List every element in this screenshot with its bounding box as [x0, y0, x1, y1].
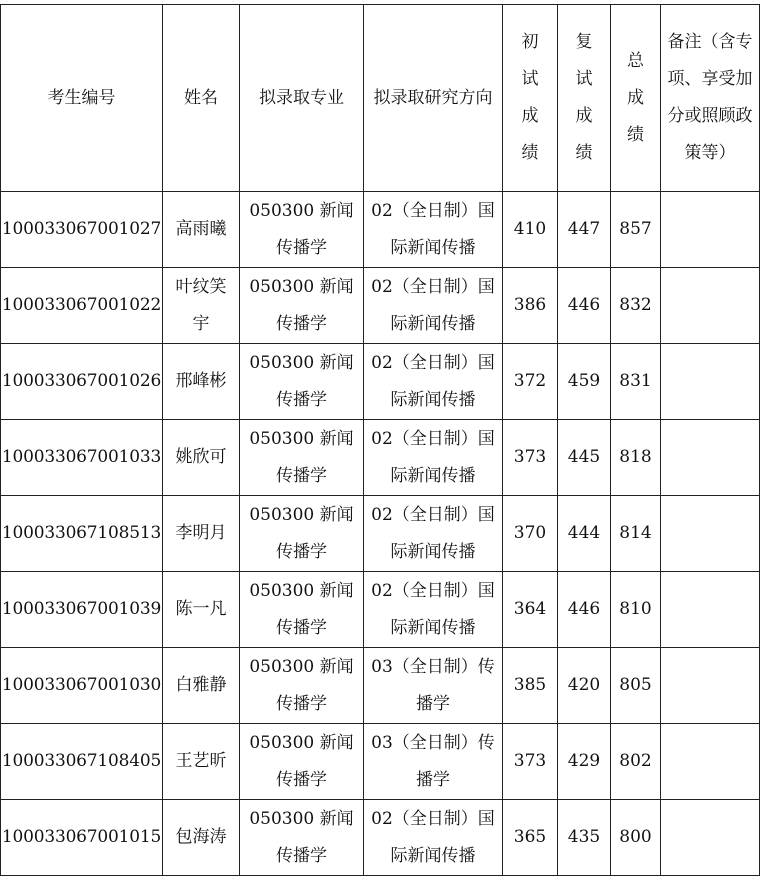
table-row — [1, 800, 760, 876]
header-name — [163, 5, 240, 192]
cell-exam-id-text: 100033067001022 — [1, 295, 162, 315]
cell-note — [661, 572, 760, 648]
cell-name-text: 高雨曦 — [175, 219, 227, 239]
table-body — [1, 192, 760, 876]
cell-exam-id-text: 100033067108405 — [1, 751, 162, 771]
cell-total-score-text: 805 — [619, 675, 652, 695]
cell-direction-text: 02（全日制）国际新闻传播 — [371, 200, 495, 258]
header-prelim-label: 初试成绩 — [521, 32, 539, 163]
cell-direction — [364, 192, 503, 268]
cell-major-text: 050300 新闻传播学 — [249, 200, 354, 258]
cell-exam-id — [1, 496, 163, 572]
cell-prelim-score-text: 372 — [513, 371, 547, 391]
cell-prelim-score-text: 386 — [513, 295, 547, 315]
cell-prelim-score-text: 373 — [513, 751, 547, 771]
cell-direction-text: 02（全日制）国际新闻传播 — [371, 504, 495, 562]
cell-major — [240, 724, 364, 800]
cell-note — [661, 648, 760, 724]
cell-total-score-text: 800 — [619, 827, 652, 847]
cell-major-text: 050300 新闻传播学 — [249, 428, 354, 486]
header-name-label: 姓名 — [184, 87, 218, 108]
cell-retest-score-text: 445 — [567, 447, 601, 467]
header-retest-score — [558, 5, 611, 192]
cell-name — [163, 800, 240, 876]
table-row — [1, 724, 760, 800]
cell-direction — [364, 572, 503, 648]
cell-direction-text: 02（全日制）国际新闻传播 — [371, 808, 495, 866]
cell-note — [661, 420, 760, 496]
cell-direction — [364, 800, 503, 876]
header-retest-label: 复试成绩 — [575, 32, 593, 163]
cell-prelim-score — [503, 420, 558, 496]
cell-direction — [364, 496, 503, 572]
cell-major — [240, 648, 364, 724]
header-major-label: 拟录取专业 — [259, 87, 344, 108]
cell-direction — [364, 420, 503, 496]
cell-total-score — [611, 420, 661, 496]
cell-name-text: 姚欣可 — [175, 447, 227, 467]
cell-direction — [364, 268, 503, 344]
header-major — [240, 5, 364, 192]
cell-prelim-score-text: 370 — [513, 523, 547, 543]
cell-exam-id — [1, 420, 163, 496]
table-row — [1, 268, 760, 344]
cell-major — [240, 344, 364, 420]
cell-name — [163, 420, 240, 496]
cell-exam-id-text: 100033067001039 — [1, 599, 162, 619]
cell-total-score-text: 832 — [619, 295, 652, 315]
cell-exam-id — [1, 724, 163, 800]
cell-prelim-score — [503, 724, 558, 800]
table-row — [1, 192, 760, 268]
cell-note — [661, 800, 760, 876]
cell-name-text: 包海涛 — [175, 827, 227, 847]
cell-direction-text: 03（全日制）传播学 — [371, 656, 495, 714]
cell-major-text: 050300 新闻传播学 — [249, 276, 354, 334]
cell-retest-score — [558, 344, 611, 420]
cell-retest-score — [558, 572, 611, 648]
cell-total-score-text: 802 — [619, 751, 652, 771]
cell-total-score — [611, 496, 661, 572]
header-exam-id-label: 考生编号 — [47, 87, 116, 108]
cell-exam-id — [1, 268, 163, 344]
cell-major-text: 050300 新闻传播学 — [249, 580, 354, 638]
cell-exam-id-text: 100033067001015 — [1, 827, 162, 847]
cell-major-text: 050300 新闻传播学 — [249, 732, 354, 790]
cell-exam-id-text: 100033067001027 — [1, 219, 162, 239]
header-direction — [364, 5, 503, 192]
table-row — [1, 648, 760, 724]
cell-name — [163, 344, 240, 420]
table-row — [1, 572, 760, 648]
cell-major — [240, 800, 364, 876]
cell-name-text: 白雅静 — [175, 675, 227, 695]
cell-retest-score — [558, 648, 611, 724]
cell-total-score — [611, 268, 661, 344]
cell-direction-text: 02（全日制）国际新闻传播 — [371, 276, 495, 334]
cell-direction — [364, 724, 503, 800]
cell-exam-id-text: 100033067108513 — [1, 523, 162, 543]
cell-name-text: 邢峰彬 — [175, 371, 227, 391]
cell-name — [163, 496, 240, 572]
cell-prelim-score — [503, 344, 558, 420]
table-row — [1, 420, 760, 496]
cell-retest-score — [558, 268, 611, 344]
table-row — [1, 496, 760, 572]
cell-note — [661, 344, 760, 420]
header-note — [661, 5, 760, 192]
cell-note — [661, 192, 760, 268]
cell-major — [240, 572, 364, 648]
cell-total-score — [611, 344, 661, 420]
cell-exam-id-text: 100033067001030 — [1, 675, 162, 695]
cell-retest-score — [558, 724, 611, 800]
header-total-score — [611, 5, 661, 192]
cell-name-text: 李明月 — [175, 523, 227, 543]
cell-direction — [364, 344, 503, 420]
cell-total-score — [611, 648, 661, 724]
header-direction-label: 拟录取研究方向 — [373, 87, 493, 108]
cell-prelim-score — [503, 496, 558, 572]
cell-retest-score-text: 447 — [567, 219, 601, 239]
admission-score-table — [0, 4, 760, 876]
header-total-label: 总成绩 — [627, 50, 644, 145]
cell-total-score-text: 814 — [619, 523, 652, 543]
cell-exam-id — [1, 648, 163, 724]
cell-total-score — [611, 572, 661, 648]
cell-direction-text: 02（全日制）国际新闻传播 — [371, 428, 495, 486]
cell-prelim-score — [503, 572, 558, 648]
cell-prelim-score-text: 385 — [513, 675, 547, 695]
cell-prelim-score — [503, 192, 558, 268]
cell-exam-id-text: 100033067001026 — [1, 371, 162, 391]
cell-total-score-text: 818 — [619, 447, 652, 467]
cell-note — [661, 496, 760, 572]
cell-total-score — [611, 724, 661, 800]
cell-exam-id — [1, 344, 163, 420]
cell-prelim-score-text: 410 — [513, 219, 547, 239]
cell-name — [163, 648, 240, 724]
cell-retest-score-text: 435 — [567, 827, 601, 847]
cell-retest-score — [558, 420, 611, 496]
cell-exam-id — [1, 192, 163, 268]
cell-total-score — [611, 192, 661, 268]
cell-name — [163, 724, 240, 800]
cell-major — [240, 192, 364, 268]
cell-name-text: 陈一凡 — [175, 599, 227, 619]
cell-major-text: 050300 新闻传播学 — [249, 504, 354, 562]
cell-exam-id — [1, 800, 163, 876]
cell-major — [240, 268, 364, 344]
cell-exam-id-text: 100033067001033 — [1, 447, 162, 467]
cell-prelim-score-text: 364 — [513, 599, 547, 619]
cell-prelim-score-text: 365 — [513, 827, 547, 847]
cell-name — [163, 572, 240, 648]
cell-prelim-score-text: 373 — [513, 447, 547, 467]
cell-retest-score — [558, 800, 611, 876]
cell-prelim-score — [503, 648, 558, 724]
cell-major-text: 050300 新闻传播学 — [249, 352, 354, 410]
header-exam-id — [1, 5, 163, 192]
cell-note — [661, 268, 760, 344]
cell-major-text: 050300 新闻传播学 — [249, 808, 354, 866]
cell-retest-score-text: 429 — [567, 751, 601, 771]
cell-total-score — [611, 800, 661, 876]
cell-major — [240, 420, 364, 496]
cell-prelim-score — [503, 268, 558, 344]
cell-total-score-text: 831 — [619, 371, 652, 391]
table-header — [1, 5, 760, 192]
cell-direction-text: 03（全日制）传播学 — [371, 732, 495, 790]
cell-name-text: 叶纹笑宇 — [175, 276, 227, 334]
cell-exam-id — [1, 572, 163, 648]
cell-retest-score-text: 420 — [567, 675, 601, 695]
cell-major — [240, 496, 364, 572]
table-row — [1, 344, 760, 420]
cell-retest-score-text: 459 — [567, 371, 601, 391]
cell-retest-score — [558, 496, 611, 572]
cell-name — [163, 268, 240, 344]
cell-direction-text: 02（全日制）国际新闻传播 — [371, 352, 495, 410]
cell-note — [661, 724, 760, 800]
cell-retest-score-text: 446 — [567, 599, 601, 619]
cell-prelim-score — [503, 800, 558, 876]
cell-retest-score-text: 446 — [567, 295, 601, 315]
header-note-label: 备注（含专项、享受加分或照顾政策等） — [667, 32, 753, 163]
cell-direction — [364, 648, 503, 724]
header-prelim-score — [503, 5, 558, 192]
cell-major-text: 050300 新闻传播学 — [249, 656, 354, 714]
cell-retest-score-text: 444 — [567, 523, 601, 543]
cell-retest-score — [558, 192, 611, 268]
cell-total-score-text: 857 — [619, 219, 652, 239]
cell-name — [163, 192, 240, 268]
header-row — [1, 5, 760, 192]
cell-direction-text: 02（全日制）国际新闻传播 — [371, 580, 495, 638]
cell-name-text: 王艺昕 — [175, 751, 227, 771]
cell-total-score-text: 810 — [619, 599, 652, 619]
